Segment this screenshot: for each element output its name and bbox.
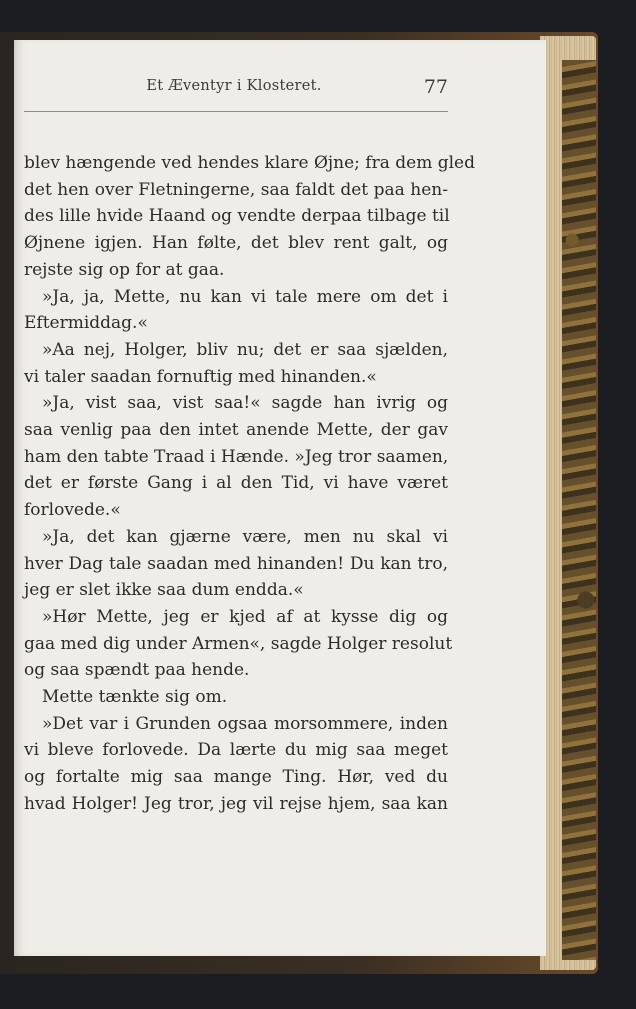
text-line: blev hængende ved hendes klare Øjne; fra dem gled xyxy=(24,153,475,173)
page-header xyxy=(22,78,446,104)
text-line: og saa spændt paa hende. xyxy=(24,660,250,681)
text-line: saa venlig paa den intet anende Mette, der gav xyxy=(24,420,448,441)
text-line: ham den tabte Traad i Hænde. »Jeg tror saamen, xyxy=(24,446,449,467)
text-line: »Aa nej, Holger, bliv nu; det er saa sjælden, xyxy=(42,339,448,360)
text-line: og fortalte mig saa mange Ting. Hør, ved du xyxy=(24,767,448,788)
text-line: forlovede.« xyxy=(24,500,121,521)
text-line: det er første Gang i al den Tid, vi have været xyxy=(24,473,448,494)
text-line: des lille hvide Haand og vendte derpaa tilbage til xyxy=(24,206,450,227)
text-line: Eftermiddag.« xyxy=(24,313,148,334)
marbled-edge xyxy=(562,60,596,960)
text-line: Mette tænkte sig om. xyxy=(42,687,228,708)
text-line: vi taler saadan fornuftig med hinanden.« xyxy=(24,366,377,387)
text-line: »Det var i Grunden ogsaa morsommere, inden xyxy=(42,713,448,734)
text-line: rejste sig op for at gaa. xyxy=(24,259,225,280)
text-line: hvad Holger! Jeg tror, jeg vil rejse hjem, saa kan xyxy=(24,793,448,814)
running-title: Et Æventyr i Klosteret. xyxy=(146,78,322,94)
page-number: 77 xyxy=(423,76,448,98)
text-line: »Ja, vist saa, vist saa!« sagde han ivrig og xyxy=(42,393,448,414)
text-line: gaa med dig under Armen«, sagde Holger resolut xyxy=(24,633,453,654)
text-line: det hen over Fletningerne, saa faldt det paa hen- xyxy=(24,179,448,200)
text-line: vi bleve forlovede. Da lærte du mig saa meget xyxy=(24,740,448,761)
body-text xyxy=(24,150,475,818)
text-line: »Hør Mette, jeg er kjed af at kysse dig og xyxy=(42,606,448,627)
text-line: Øjnene igjen. Han følte, det blev rent galt, og xyxy=(24,233,448,254)
header-rule xyxy=(24,111,448,112)
text-line: hver Dag tale saadan med hinanden! Du kan tro, xyxy=(24,553,448,574)
text-line: »Ja, ja, Mette, nu kan vi tale mere om det i xyxy=(42,286,448,307)
text-line: jeg er slet ikke saa dum endda.« xyxy=(24,580,304,601)
text-line: »Ja, det kan gjærne være, men nu skal vi xyxy=(42,526,448,547)
